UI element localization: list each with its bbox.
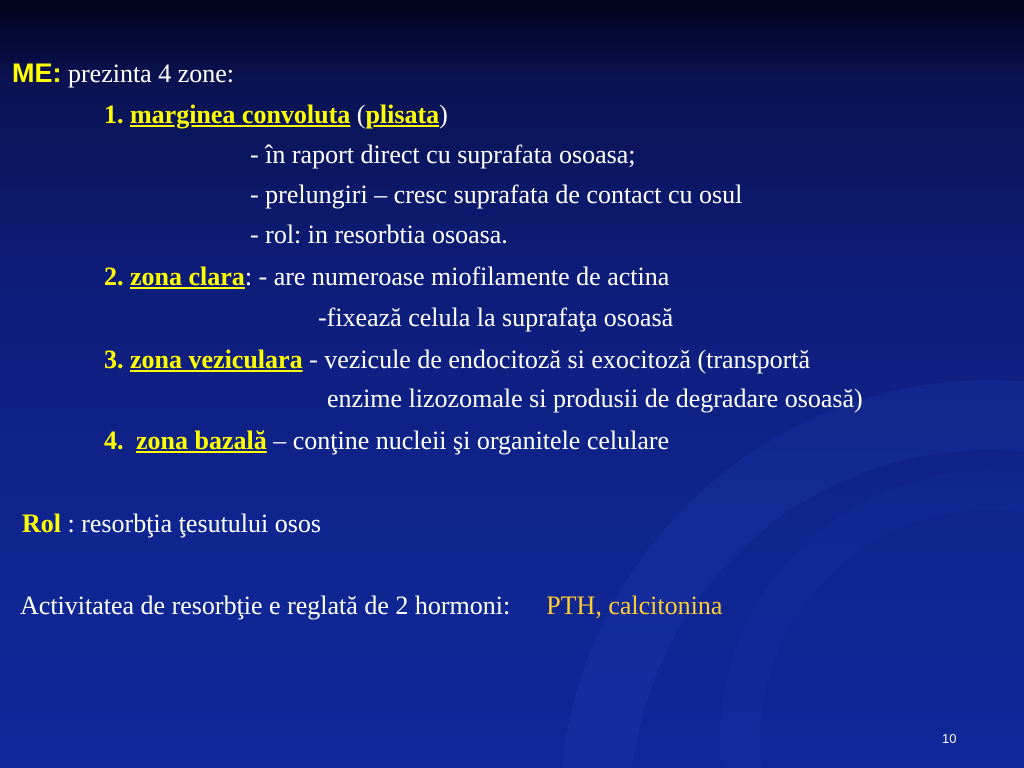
zone-1-detail: - rol: in resorbtia osoasa.	[250, 220, 508, 249]
zone-4-number: 4.	[104, 426, 124, 455]
zone-3-name: zona veziculara	[130, 345, 303, 374]
zone-2-line	[104, 262, 669, 292]
activity-line	[20, 591, 722, 621]
zone-1-alt-name: plisata	[365, 100, 440, 129]
zone-4-desc: – conţine nucleii şi organitele celulare	[266, 426, 670, 455]
slide-number: 10	[942, 731, 957, 746]
zone-2-desc: : - are numeroase miofilamente de actina	[244, 262, 670, 291]
heading-colon: :	[52, 58, 62, 88]
zone-1-paren-close: )	[439, 100, 448, 129]
zone-1-detail: - în raport direct cu suprafata osoasa;	[250, 140, 636, 169]
role-line	[22, 509, 321, 539]
zone-3-desc-continued: enzime lizozomale si produsii de degradare osoasă)	[327, 384, 863, 413]
zone-2-name: zona clara	[130, 262, 245, 291]
heading-label: ME	[12, 58, 53, 88]
zone-1-line	[104, 100, 448, 130]
background-swirl-inner	[720, 470, 1024, 768]
zone-4-name: zona bazală	[136, 426, 267, 455]
role-text: : resorbţia ţesutului osos	[61, 509, 321, 538]
zone-1-paren-open: (	[350, 100, 366, 129]
zone-1-number: 1.	[104, 100, 124, 129]
heading-text: prezinta 4 zone:	[61, 59, 235, 88]
zone-2-desc-continued: -fixează celula la suprafaţa osoasă	[318, 303, 674, 332]
zone-3-number: 3.	[104, 345, 124, 374]
activity-text: Activitatea de resorbţie e reglată de 2 hormoni:	[20, 591, 511, 620]
zone-3-desc: - vezicule de endocitoză si exocitoză (transportă	[302, 345, 811, 374]
role-label: Rol	[22, 509, 61, 538]
zone-1-name: marginea convoluta	[130, 100, 351, 129]
zone-2-number: 2.	[104, 262, 124, 291]
zone-3-line	[104, 345, 810, 375]
activity-hormones: PTH, calcitonina	[546, 591, 723, 620]
zone-4-line	[104, 426, 669, 456]
zone-1-detail: - prelungiri – cresc suprafata de contact cu osul	[250, 180, 743, 209]
heading-line	[12, 58, 234, 89]
